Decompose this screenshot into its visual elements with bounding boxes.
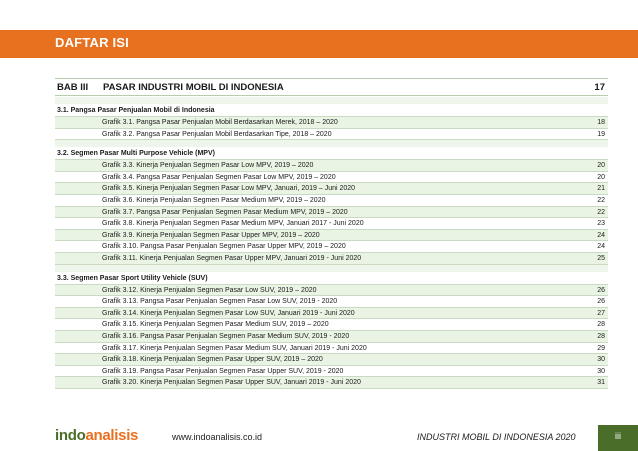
toc-entry[interactable]	[55, 285, 608, 297]
toc-entry-page: 24	[597, 231, 605, 239]
chapter-row[interactable]	[55, 78, 608, 96]
toc-entry-page: 24	[597, 243, 605, 251]
footer-url[interactable]: www.indoanalisis.co.id	[172, 432, 263, 442]
toc-entry-page: 26	[597, 286, 605, 294]
toc-entry-page: 20	[597, 173, 605, 181]
page-title: DAFTAR ISI	[55, 35, 129, 50]
section-spacer	[55, 140, 608, 147]
toc-entry-page: 26	[597, 298, 605, 306]
toc-entry[interactable]	[55, 129, 608, 141]
toc-entry-page: 19	[597, 130, 605, 138]
toc-entry[interactable]	[55, 366, 608, 378]
toc-entry[interactable]	[55, 160, 608, 172]
toc-entry-page: 20	[597, 162, 605, 170]
toc-entry-label: Grafik 3.17. Kinerja Penjualan Segmen Pasar Medium SUV, Januari 2019 - Juni 2020	[102, 344, 367, 352]
toc-entry[interactable]	[55, 377, 608, 389]
toc-entry-label: Grafik 3.8. Kinerja Penjualan Segmen Pasar Medium MPV, Januari 2017 - Juni 2020	[102, 220, 364, 228]
toc-entry-label: Grafik 3.20. Kinerja Penjualan Segmen Pasar Upper SUV, Januari 2019 - Juni 2020	[102, 379, 361, 387]
toc-entry-page: 23	[597, 220, 605, 228]
toc-entry-label: Grafik 3.3. Kinerja Penjualan Segmen Pasar Low MPV, 2019 – 2020	[102, 162, 314, 170]
footer-doc-title: INDUSTRI MOBIL DI INDONESIA 2020	[417, 432, 576, 442]
toc-entry[interactable]	[55, 117, 608, 129]
toc-entry[interactable]	[55, 218, 608, 230]
header-bar	[0, 30, 638, 58]
toc-entry-label: Grafik 3.11. Kinerja Penjualan Segmen Pasar Upper MPV, Januari 2019 - Juni 2020	[102, 254, 362, 262]
toc-entry-label: Grafik 3.13. Pangsa Pasar Penjualan Segmen Pasar Low SUV, 2019 - 2020	[102, 298, 338, 306]
page-number: iii	[598, 425, 638, 451]
toc-entry-label: Grafik 3.19. Pangsa Pasar Penjualan Segmen Pasar Upper SUV, 2019 - 2020	[102, 367, 344, 375]
toc-entry-label: Grafik 3.10. Pangsa Pasar Penjualan Segmen Pasar Upper MPV, 2019 – 2020	[102, 243, 346, 251]
toc-entry[interactable]	[55, 319, 608, 331]
footer	[0, 425, 638, 451]
section-heading[interactable]: 3.2. Segmen Pasar Multi Purpose Vehicle (MPV)	[55, 147, 608, 160]
toc-entry[interactable]	[55, 296, 608, 308]
toc-entry-label: Grafik 3.2. Pangsa Pasar Penjualan Mobil Berdasarkan Tipe, 2018 – 2020	[102, 130, 332, 138]
chapter-page: 17	[594, 82, 605, 93]
toc-entry-page: 22	[597, 208, 605, 216]
toc-entry-page: 27	[597, 309, 605, 317]
toc-entry-label: Grafik 3.12. Kinerja Penjualan Segmen Pasar Low SUV, 2019 – 2020	[102, 286, 317, 294]
brand-logo: indoanalisis	[55, 427, 139, 444]
toc-entry-label: Grafik 3.1. Pangsa Pasar Penjualan Mobil Berdasarkan Merek, 2018 – 2020	[102, 119, 338, 126]
chapter-title: PASAR INDUSTRI MOBIL DI INDONESIA	[103, 82, 284, 93]
toc-entry-label: Grafik 3.4. Pangsa Pasar Penjualan Segmen Pasar Low MPV, 2019 – 2020	[102, 173, 336, 181]
section-heading[interactable]: 3.1. Pangsa Pasar Penjualan Mobil di Indonesia	[55, 104, 608, 117]
toc-entry-label: Grafik 3.5. Kinerja Penjualan Segmen Pasar Low MPV, Januari, 2019 – Juni 2020	[102, 185, 356, 193]
toc-entry-label: Grafik 3.15. Kinerja Penjualan Segmen Pasar Medium SUV, 2019 – 2020	[102, 321, 329, 329]
toc-entry[interactable]	[55, 230, 608, 242]
toc-entry-page: 25	[597, 254, 605, 262]
section-heading[interactable]: 3.3. Segmen Pasar Sport Utility Vehicle (SUV)	[55, 272, 608, 285]
toc-entry-label: Grafik 3.6. Kinerja Penjualan Segmen Pasar Medium MPV, 2019 – 2020	[102, 196, 326, 204]
toc-entry-label: Grafik 3.9. Kinerja Penjualan Segmen Pasar Upper MPV, 2019 – 2020	[102, 231, 320, 239]
toc-entry-page: 30	[597, 356, 605, 364]
toc-entry-page: 22	[597, 196, 605, 204]
toc-entry[interactable]	[55, 183, 608, 195]
toc-entry[interactable]	[55, 331, 608, 343]
toc-entry[interactable]	[55, 343, 608, 355]
toc-entry[interactable]	[55, 207, 608, 219]
toc-entry-label: Grafik 3.16. Pangsa Pasar Penjualan Segmen Pasar Medium SUV, 2019 - 2020	[102, 332, 350, 340]
toc-entry-page: 31	[597, 379, 605, 387]
toc-entry[interactable]	[55, 172, 608, 184]
toc-entry-label: Grafik 3.14. Kinerja Penjualan Segmen Pasar Low SUV, Januari 2019 - Juni 2020	[102, 309, 355, 317]
toc-entry[interactable]	[55, 195, 608, 207]
toc-entry-page: 28	[597, 332, 605, 340]
toc-entry-label: Grafik 3.7. Pangsa Pasar Penjualan Segmen Pasar Medium MPV, 2019 – 2020	[102, 208, 348, 216]
toc-entry-page: 30	[597, 367, 605, 375]
toc-entry-page: 21	[597, 185, 605, 193]
toc-entry-page: 18	[597, 119, 605, 126]
toc-entry[interactable]	[55, 241, 608, 253]
chapter-number: BAB III	[57, 82, 89, 93]
section-spacer	[55, 265, 608, 272]
table-of-contents	[55, 97, 608, 389]
toc-entry-page: 28	[597, 321, 605, 329]
toc-entry-label: Grafik 3.18. Kinerja Penjualan Segmen Pasar Upper SUV, 2019 – 2020	[102, 356, 323, 364]
toc-entry[interactable]	[55, 253, 608, 265]
toc-entry-page: 29	[597, 344, 605, 352]
toc-entry[interactable]	[55, 354, 608, 366]
section-spacer	[55, 97, 608, 104]
toc-entry[interactable]	[55, 308, 608, 320]
